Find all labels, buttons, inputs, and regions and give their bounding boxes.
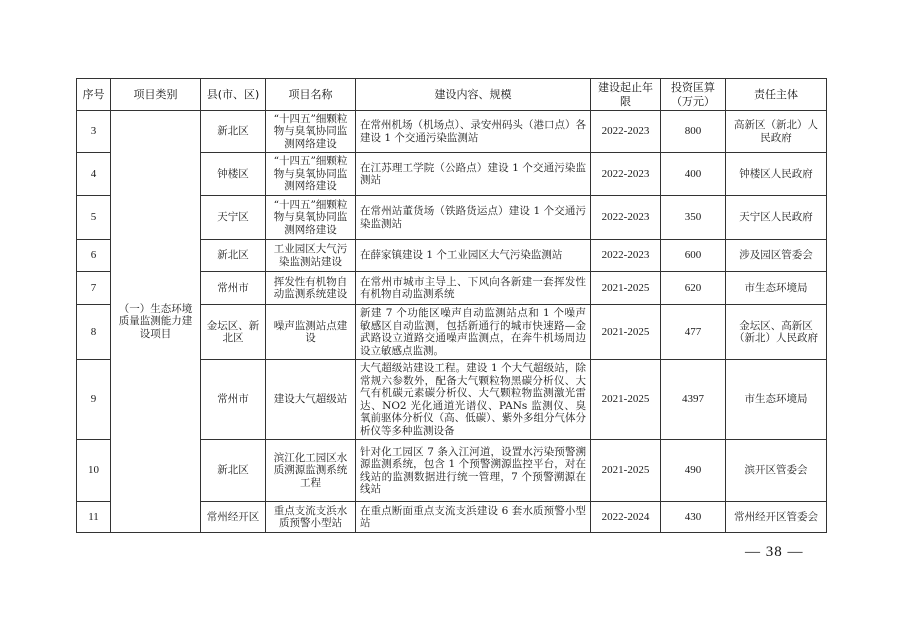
cell-name: “十四五”细颗粒物与臭氧协同监测网络建设 — [266, 153, 356, 196]
cell-period: 2022-2024 — [591, 502, 661, 533]
cell-seq: 8 — [77, 305, 111, 360]
cell-name: 重点支流支浜水质预警小型站 — [266, 502, 356, 533]
cell-content: 在常州市城市主导上、下风向各新建一套挥发性有机物自动监测系统 — [356, 272, 591, 305]
cell-county: 天宁区 — [201, 196, 266, 240]
cell-responsible: 高新区（新北）人民政府 — [726, 111, 827, 153]
cell-investment: 350 — [661, 196, 726, 240]
table-header-row — [77, 79, 827, 111]
cell-name: “十四五”细颗粒物与臭氧协同监测网络建设 — [266, 196, 356, 240]
cell-content: 大气超级站建设工程。建设 1 个大气超级站，除常规六参数外，配备大气颗粒物黑碳分析仪、大气有机碳元素碳分析仪、大气颗粒物监测激光雷达、NO2 光化通道光谱仪、PANs 监测仪、臭氧前驱体分析仪（高、低碳）、紫外多组分气体分析仪等多种监测设备 — [356, 360, 591, 440]
cell-county: 常州经开区 — [201, 502, 266, 533]
cell-content: 在重点断面重点支流支浜建设 6 套水质预警小型站 — [356, 502, 591, 533]
cell-county: 新北区 — [201, 440, 266, 502]
cell-county: 常州市 — [201, 272, 266, 305]
cell-seq: 11 — [77, 502, 111, 533]
cell-period: 2021-2025 — [591, 272, 661, 305]
cell-investment: 400 — [661, 153, 726, 196]
cell-period: 2021-2025 — [591, 440, 661, 502]
cell-investment: 800 — [661, 111, 726, 153]
header-responsible: 责任主体 — [726, 79, 827, 111]
cell-name: 噪声监测站点建设 — [266, 305, 356, 360]
header-county: 县(市、区) — [201, 79, 266, 111]
cell-responsible: 涉及园区管委会 — [726, 240, 827, 272]
cell-content: 针对化工园区 7 条入江河道，设置水污染预警溯源监测系统，包含 1 个预警溯源监控平台，对在线站的监测数据进行统一管理，7 个预警溯源在线站 — [356, 440, 591, 502]
cell-responsible: 市生态环境局 — [726, 272, 827, 305]
cell-investment: 620 — [661, 272, 726, 305]
cell-seq: 10 — [77, 440, 111, 502]
cell-content: 在薛家镇建设 1 个工业园区大气污染监测站 — [356, 240, 591, 272]
cell-content: 在常州站董货场（铁路货运点）建设 1 个交通污染监测站 — [356, 196, 591, 240]
cell-responsible: 天宁区人民政府 — [726, 196, 827, 240]
cell-seq: 9 — [77, 360, 111, 440]
cell-category: （一）生态环境质量监测能力建设项目 — [111, 111, 201, 533]
table-row — [77, 111, 827, 153]
header-period: 建设起止年限 — [591, 79, 661, 111]
cell-seq: 7 — [77, 272, 111, 305]
header-category: 项目类别 — [111, 79, 201, 111]
cell-county: 金坛区、新北区 — [201, 305, 266, 360]
cell-seq: 4 — [77, 153, 111, 196]
cell-responsible: 滨开区管委会 — [726, 440, 827, 502]
header-investment: 投资匡算（万元） — [661, 79, 726, 111]
header-content: 建设内容、规模 — [356, 79, 591, 111]
cell-name: “十四五”细颗粒物与臭氧协同监测网络建设 — [266, 111, 356, 153]
cell-period: 2022-2023 — [591, 240, 661, 272]
cell-responsible: 常州经开区管委会 — [726, 502, 827, 533]
cell-period: 2021-2025 — [591, 305, 661, 360]
cell-seq: 5 — [77, 196, 111, 240]
cell-county: 新北区 — [201, 111, 266, 153]
cell-investment: 430 — [661, 502, 726, 533]
cell-name: 挥发性有机物自动监测系统建设 — [266, 272, 356, 305]
cell-investment: 4397 — [661, 360, 726, 440]
cell-content: 在江苏理工学院（公路点）建设 1 个交通污染监测站 — [356, 153, 591, 196]
cell-name: 建设大气超级站 — [266, 360, 356, 440]
cell-seq: 3 — [77, 111, 111, 153]
cell-name: 工业园区大气污染监测站建设 — [266, 240, 356, 272]
project-table — [76, 78, 827, 533]
header-name: 项目名称 — [266, 79, 356, 111]
cell-investment: 490 — [661, 440, 726, 502]
cell-county: 钟楼区 — [201, 153, 266, 196]
cell-investment: 600 — [661, 240, 726, 272]
cell-period: 2021-2025 — [591, 360, 661, 440]
page-number: — 38 — — [745, 544, 804, 560]
cell-name: 滨江化工园区水质溯源监测系统工程 — [266, 440, 356, 502]
cell-seq: 6 — [77, 240, 111, 272]
cell-investment: 477 — [661, 305, 726, 360]
cell-content: 新建 7 个功能区噪声自动监测站点和 1 个噪声敏感区自动监测，包括新通行的城市快速路—金武路设立道路交通噪声监测点，在奔牛机场周边设立敏感点监测。 — [356, 305, 591, 360]
cell-period: 2022-2023 — [591, 196, 661, 240]
cell-responsible: 金坛区、高新区（新北）人民政府 — [726, 305, 827, 360]
cell-county: 常州市 — [201, 360, 266, 440]
cell-period: 2022-2023 — [591, 111, 661, 153]
cell-county: 新北区 — [201, 240, 266, 272]
cell-content: 在常州机场（机场点）、录安州码头（港口点）各建设 1 个交通污染监测站 — [356, 111, 591, 153]
header-seq: 序号 — [77, 79, 111, 111]
cell-responsible: 钟楼区人民政府 — [726, 153, 827, 196]
cell-period: 2022-2023 — [591, 153, 661, 196]
cell-responsible: 市生态环境局 — [726, 360, 827, 440]
